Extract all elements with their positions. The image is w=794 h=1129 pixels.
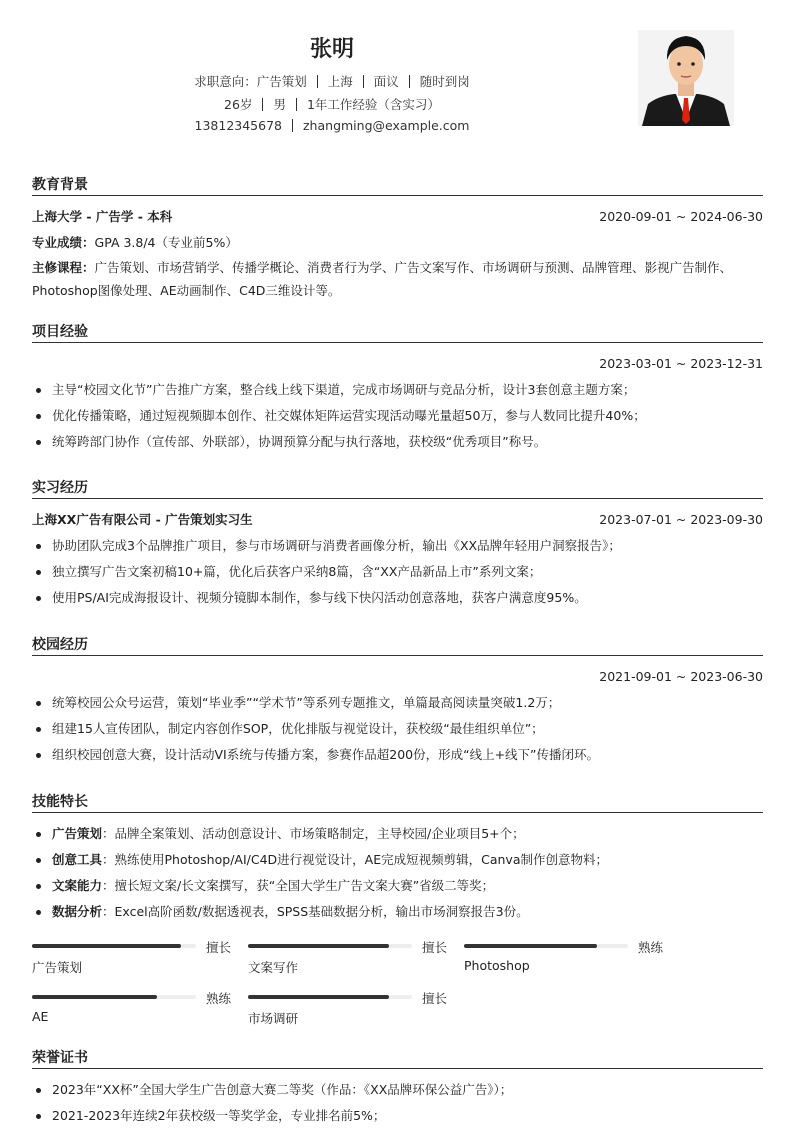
skill-level: 熟练: [206, 991, 232, 1006]
section-title: 荣誉证书: [32, 1047, 763, 1069]
salary: 面议: [373, 74, 399, 89]
section-title: 教育背景: [32, 174, 763, 196]
skill-label: 创意工具: [52, 852, 103, 867]
section-title: 项目经验: [32, 321, 763, 343]
list-item: [32, 873, 763, 899]
skill-name: 广告策划: [32, 960, 83, 975]
skill-fill: [32, 995, 157, 999]
list-item: 协助团队完成3个品牌推广项目，参与市场调研与消费者画像分析，输出《XX品牌年轻用户洞察报告》；: [32, 533, 763, 559]
skill-bar: [32, 938, 248, 978]
skill-name: 文案写作: [248, 960, 299, 975]
experience: 1年工作经验（含实习）: [306, 97, 440, 112]
list-item: 统筹校园公众号运营，策划“毕业季”“学术节”等系列专题推文，单篇最高阅读量突破1.2万；: [32, 690, 763, 716]
education-section: [32, 174, 763, 302]
list-item: [32, 847, 763, 873]
intent: 求职意向：广告策划: [194, 74, 307, 89]
section-title: 技能特长: [32, 791, 763, 813]
courses-label: 主修课程：: [32, 260, 95, 275]
honors-section: [32, 1047, 763, 1129]
skill-fill: [248, 944, 389, 948]
skill-level: 擅长: [206, 940, 232, 955]
projects-section: [32, 321, 763, 455]
skills-section: [32, 791, 763, 925]
phone: 13812345678: [194, 118, 282, 133]
list-item: 优化传播策略，通过短视频脚本创作、社交媒体矩阵运营实现活动曝光量超50万，参与人数同比提升40%；: [32, 403, 763, 429]
skill-name: AE: [32, 1009, 49, 1024]
skill-name: 市场调研: [248, 1011, 299, 1026]
list-item: 组织校园创意大赛，设计活动VI系统与传播方案，参赛作品超200份，形成“线上+线下”传播闭环。: [32, 742, 763, 768]
skill-bar: [248, 989, 464, 1029]
skill-label: 数据分析: [52, 904, 103, 919]
company: 上海XX广告有限公司 - 广告策划实习生: [32, 512, 253, 527]
skill-level: 熟练: [638, 940, 664, 955]
section-title: 校园经历: [32, 634, 763, 656]
list-item: 组建15人宣传团队，制定内容创作SOP，优化排版与视觉设计，获校级“最佳组织单位”；: [32, 716, 763, 742]
courses: 广告策划、市场营销学、传播学概论、消费者行为学、广告文案写作、市场调研与预测、品牌管理、影视广告制作、Photoshop图像处理、AE动画制作、C4D三维设计等。: [32, 260, 733, 298]
date-range: 2023-07-01 ~ 2023-09-30: [599, 512, 763, 527]
skill-level: 擅长: [422, 991, 448, 1006]
skill-text: ：品牌全案策划、活动创意设计、市场策略制定，主导校园/企业项目5+个；: [102, 826, 525, 841]
list-item: 统筹跨部门协作（宣传部、外联部），协调预算分配与执行落地，获校级“优秀项目”称号。: [32, 429, 763, 455]
skill-fill: [32, 944, 181, 948]
skill-label: 文案能力: [52, 878, 103, 893]
list-item: 使用PS/AI完成海报设计、视频分镜脚本制作，参与线下快闪活动创意落地，获客户满意度95%。: [32, 585, 763, 611]
section-title: 实习经历: [32, 477, 763, 499]
candidate-name: 张明: [309, 37, 354, 62]
date-range: 2021-09-01 ~ 2023-06-30: [599, 669, 763, 684]
list-item: [32, 899, 763, 925]
internship-section: [32, 477, 763, 611]
list-item: 主导“校园文化节”广告推广方案，整合线上线下渠道，完成市场调研与竞品分析，设计3套创意主题方案；: [32, 377, 763, 403]
personal-info-line: [0, 95, 664, 113]
school: 上海大学 - 广告学 - 本科: [32, 209, 173, 224]
age: 26岁: [224, 97, 253, 112]
gpa-label: 专业成绩：: [32, 235, 95, 250]
skill-text: ：熟练使用Photoshop/AI/C4D进行视觉设计，AE完成短视频剪辑，Canva制作创意物料；: [102, 852, 608, 867]
list-item: [32, 821, 763, 847]
skill-name: Photoshop: [464, 958, 530, 973]
campus-section: [32, 634, 763, 768]
email: zhangming@example.com: [303, 118, 470, 133]
contact-line: [0, 118, 664, 133]
skill-text: ：Excel高阶函数/数据透视表，SPSS基础数据分析，输出市场洞察报告3份。: [102, 904, 529, 919]
date-range: 2020-09-01 ~ 2024-06-30: [599, 209, 763, 224]
job-intent-line: [0, 72, 664, 90]
availability: 随时到岗: [419, 74, 470, 89]
list-item: 独立撰写广告文案初稿10+篇，优化后获客户采纳8篇，含“XX产品新品上市”系列文案；: [32, 559, 763, 585]
skill-bar: [248, 938, 464, 978]
list-item: 2023年“XX杯”全国大学生广告创意大赛二等奖（作品：《XX品牌环保公益广告》）；: [32, 1077, 763, 1103]
avatar-photo: [638, 30, 734, 126]
date-range: 2023-03-01 ~ 2023-12-31: [599, 356, 763, 371]
list-item: 2021-2023年连续2年获校级一等奖学金，专业排名前5%；: [32, 1103, 763, 1129]
skill-level: 擅长: [422, 940, 448, 955]
city: 上海: [327, 74, 353, 89]
skill-fill: [464, 944, 597, 948]
skill-bar: [464, 938, 680, 978]
skill-bar: [32, 989, 248, 1029]
skill-label: 广告策划: [52, 826, 103, 841]
skill-text: ：擅长短文案/长文案撰写，获“全国大学生广告文案大赛”省级二等奖；: [102, 878, 495, 893]
skill-fill: [248, 995, 389, 999]
gender: 男: [273, 97, 286, 112]
gpa: GPA 3.8/4（专业前5%）: [94, 235, 238, 250]
